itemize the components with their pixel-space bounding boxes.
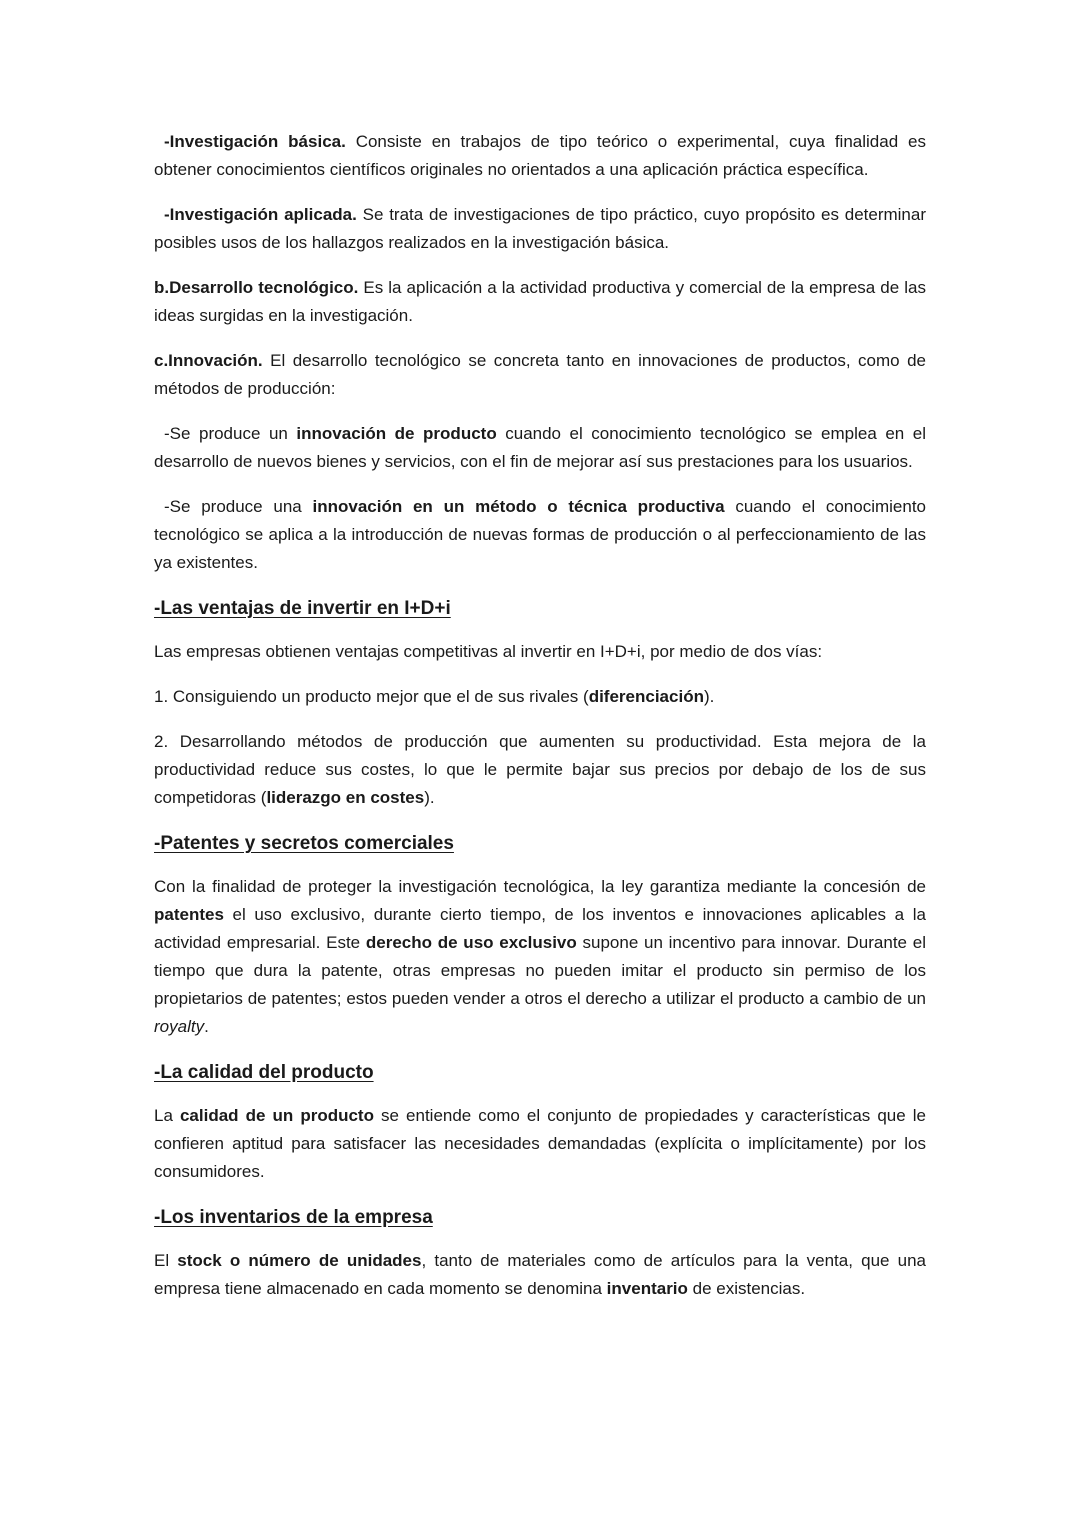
- paragraph-investigacion-basica: [154, 128, 926, 184]
- paragraph-ventajas-intro: Las empresas obtienen ventajas competitivas al invertir en I+D+i, por medio de dos vías:: [154, 642, 823, 661]
- paragraph-investigacion-aplicada: [154, 201, 926, 257]
- text: se entiende como el conjunto de propiedades y características que le confieren aptitud para satisfacer las necesidades demandadas (explícita o implícitamente) por los consumidores.: [154, 1106, 926, 1181]
- term-inventario: inventario: [606, 1279, 688, 1298]
- paragraph-desarrollo-tecnologico: [154, 274, 926, 330]
- definition-text: Consiste en trabajos de tipo teórico o experimental, cuya finalidad es obtener conocimientos científicos originales no orientados a una aplicación práctica específica.: [154, 132, 926, 179]
- text: -Se produce un: [164, 424, 297, 443]
- term-innovacion-metodo: innovación en un método o técnica productiva: [312, 497, 725, 516]
- definition-text: El desarrollo tecnológico se concreta tanto en innovaciones de productos, como de métodos de producción:: [154, 351, 926, 398]
- text: .: [204, 1017, 209, 1036]
- term-investigacion-basica: -Investigación básica.: [164, 132, 346, 151]
- term-royalty: royalty: [154, 1017, 205, 1036]
- heading-calidad: -La calidad del producto: [154, 1062, 374, 1083]
- text: Con la finalidad de proteger la investigación tecnológica, la ley garantiza mediante la concesión de: [154, 877, 926, 896]
- text: 2. Desarrollando métodos de producción que aumenten su productividad. Esta mejora de la productividad reduce sus costes, lo que le permite bajar sus precios por debajo de los de sus competidoras (: [154, 732, 926, 807]
- term-diferenciacion: diferenciación: [588, 687, 704, 706]
- document-page: [154, 128, 926, 1320]
- paragraph-calidad: [154, 1102, 926, 1186]
- paragraph-innovacion-producto: [154, 420, 926, 476]
- text: de existencias.: [687, 1279, 806, 1298]
- heading-inventarios: -Los inventarios de la empresa: [154, 1207, 433, 1228]
- heading-patentes: -Patentes y secretos comerciales: [154, 833, 454, 854]
- heading-ventajas: -Las ventajas de invertir en I+D+i: [154, 598, 451, 619]
- paragraph-innovacion: [154, 347, 926, 403]
- list-item-diferenciacion: [154, 683, 926, 711]
- text: ).: [424, 788, 435, 807]
- text: , tanto de materiales como de artículos para la venta, que una empresa tiene almacenado en cada momento se denomina: [154, 1251, 926, 1298]
- term-stock: stock o número de unidades: [177, 1251, 422, 1270]
- term-investigacion-aplicada: -Investigación aplicada.: [164, 205, 357, 224]
- definition-text: Es la aplicación a la actividad productiva y comercial de la empresa de las ideas surgidas en la investigación.: [154, 278, 926, 325]
- term-innovacion: c.Innovación.: [154, 351, 263, 370]
- paragraph-patentes: [154, 873, 926, 1041]
- definition-text: Se trata de investigaciones de tipo práctico, cuyo propósito es determinar posibles usos de los hallazgos realizados en la investigación básica.: [154, 205, 927, 252]
- term-patentes: patentes: [154, 905, 224, 924]
- text: ).: [703, 687, 715, 706]
- text: cuando el conocimiento tecnológico se emplea en el desarrollo de nuevos bienes y servicios, con el fin de mejorar así sus prestaciones para los usuarios.: [154, 424, 927, 471]
- term-innovacion-producto: innovación de producto: [296, 424, 497, 443]
- paragraph-inventarios: [154, 1247, 926, 1303]
- list-item-liderazgo-costes: [154, 728, 926, 812]
- term-desarrollo-tecnologico: b.Desarrollo tecnológico.: [154, 278, 359, 297]
- text: -Se produce una: [164, 497, 313, 516]
- term-derecho-uso-exclusivo: derecho de uso exclusivo: [365, 933, 577, 952]
- text: cuando el conocimiento tecnológico se aplica a la introducción de nuevas formas de producción o al perfeccionamiento de las ya existentes.: [154, 497, 927, 572]
- paragraph-innovacion-metodo: [154, 493, 926, 577]
- term-calidad-producto: calidad de un producto: [179, 1106, 374, 1125]
- text: La: [154, 1106, 180, 1125]
- term-liderazgo-costes: liderazgo en costes: [266, 788, 425, 807]
- text: el uso exclusivo, durante cierto tiempo, de los inventos e innovaciones aplicables a la actividad empresarial. Este: [154, 905, 926, 952]
- text: 1. Consiguiendo un producto mejor que el de sus rivales (: [154, 687, 589, 706]
- text: supone un incentivo para innovar. Durante el tiempo que dura la patente, otras empresas no pueden imitar el producto sin permiso de los propietarios de patentes; estos pueden vender a otros el derecho a utilizar el producto a cambio de un: [154, 933, 926, 1008]
- text: El: [154, 1251, 178, 1270]
